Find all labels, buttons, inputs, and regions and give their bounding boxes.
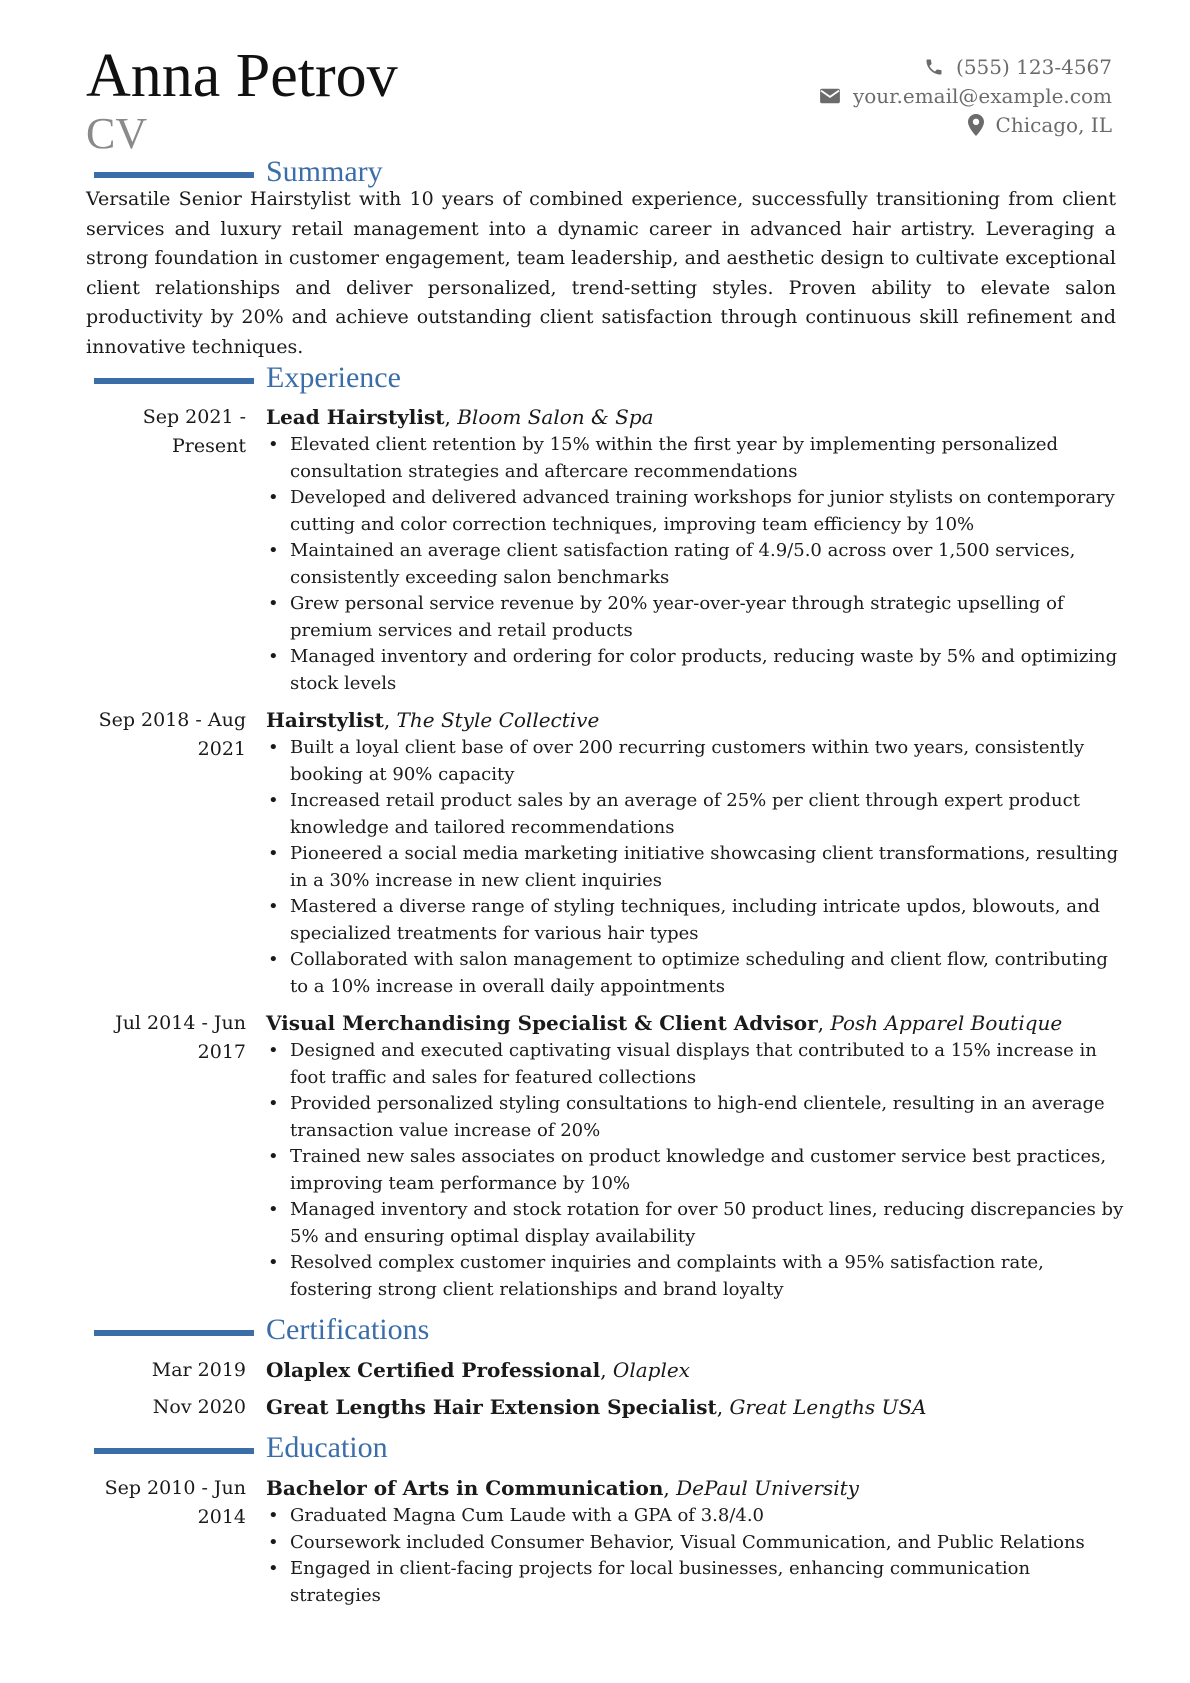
entry-body [266,1009,1126,1303]
entry-body [266,1474,1126,1609]
education-header [94,1428,1134,1468]
job-organization: Posh Apparel Boutique [830,1011,1063,1035]
entry-title: Lead Hairstylist, Bloom Salon & Spa [266,405,654,429]
section-accent-bar [94,1448,254,1454]
contact-info [819,52,1112,139]
entry-bullets [266,1503,1126,1609]
job-organization: Bloom Salon & Spa [457,405,654,429]
entry-date: Sep 2018 - Aug 2021 [98,709,246,760]
bullet-item: • Mastered a diverse range of styling techniques, including intricate updos, blowouts, and specialized treatments for various hair types [266,894,1126,947]
bullet-item: • Elevated client retention by 15% within the first year by implementing personalized consultation strategies and aftercare recommendations [266,432,1126,485]
entry-body [266,706,1126,1000]
contact-location [819,110,1112,139]
section-accent-bar [94,1330,254,1336]
entry-title: Great Lengths Hair Extension Specialist, Great Lengths USA [266,1395,927,1419]
entry-date: Sep 2021 - Present [142,406,246,457]
entry-title: Bachelor of Arts in Communication, DePaul University [266,1476,859,1500]
summary-text: Versatile Senior Hairstylist with 10 years of combined experience, successfully transitioning from client services and luxury retail management into a dynamic career in advanced hair artistry. Leveraging a strong foundation in customer engagement, team leadership, and aesthetic design to cultivate exceptional client relationships and deliver personalized, trend-setting styles. Proven ability to elevate salon productivity by 20% and achieve outstanding client satisfaction through continuous skill refinement and innovative techniques. [86,188,1116,358]
job-role: Hairstylist [266,708,384,732]
section-title-education: Education [266,1431,388,1464]
map-pin-icon [968,114,984,136]
email-address[interactable]: your.email@example.com [852,83,1112,108]
phone-icon [924,57,944,77]
entry-title: Olaplex Certified Professional, Olaplex [266,1358,690,1382]
phone-number[interactable]: (555) 123-4567 [956,54,1112,79]
experience-header [94,358,1134,398]
entry-bullets [266,1038,1126,1303]
bullet-item: • Pioneered a social media marketing initiative showcasing client transformations, resulting in a 30% increase in new client inquiries [266,841,1126,894]
entry-body [266,403,1126,697]
bullet-item: • Increased retail product sales by an average of 25% per client through expert product knowledge and tailored recommendations [266,788,1126,841]
certifications-header [94,1310,1134,1350]
entry-title: Hairstylist, The Style Collective [266,708,600,732]
job-role: Lead Hairstylist [266,405,445,429]
entry-date: Jul 2014 - Jun 2017 [115,1012,246,1063]
section-accent-bar [94,378,254,384]
bullet-item: • Maintained an average client satisfaction rating of 4.9/5.0 across over 1,500 services, consistently exceeding salon benchmarks [266,538,1126,591]
bullet-item: • Managed inventory and stock rotation for over 50 product lines, reducing discrepancies by 5% and ensuring optimal display availability [266,1197,1126,1250]
bullet-item: • Graduated Magna Cum Laude with a GPA of 3.8/4.0 [266,1503,1126,1530]
bullet-item: • Trained new sales associates on product knowledge and customer service best practices, improving team performance by 10% [266,1144,1126,1197]
section-title-certifications: Certifications [266,1313,430,1346]
entry-date: Sep 2010 - Jun 2014 [104,1477,246,1528]
certification-issuer: Olaplex [612,1358,690,1382]
certification-issuer: Great Lengths USA [729,1395,927,1419]
entry-bullets [266,735,1126,1000]
bullet-item: • Resolved complex customer inquiries and complaints with a 95% satisfaction rate, fostering strong client relationships and brand loyalty [266,1250,1126,1303]
entry-bullets [266,432,1126,697]
bullet-item: • Developed and delivered advanced training workshops for junior stylists on contemporary cutting and color correction techniques, improving team efficiency by 10% [266,485,1126,538]
entry-body [266,1356,1126,1385]
contact-email [819,81,1112,110]
document-subtitle: CV [86,109,148,158]
entry-body [266,1393,1126,1422]
bullet-item: • Managed inventory and ordering for color products, reducing waste by 5% and optimizing stock levels [266,644,1126,697]
bullet-item: • Collaborated with salon management to optimize scheduling and client flow, contributing to a 10% increase in overall daily appointments [266,947,1126,1000]
section-title-experience: Experience [266,361,401,394]
contact-phone [819,52,1112,81]
bullet-item: • Coursework included Consumer Behavior, Visual Communication, and Public Relations [266,1530,1126,1557]
bullet-item: • Designed and executed captivating visual displays that contributed to a 15% increase in foot traffic and sales for featured collections [266,1038,1126,1091]
entry-date: Nov 2020 [152,1396,246,1418]
section-title-summary: Summary [266,155,383,188]
bullet-item: • Grew personal service revenue by 20% year-over-year through strategic upselling of premium services and retail products [266,591,1126,644]
certification-name: Olaplex Certified Professional [266,1358,601,1382]
certification-name: Great Lengths Hair Extension Specialist [266,1395,717,1419]
job-role: Visual Merchandising Specialist & Client Advisor [266,1011,818,1035]
bullet-item: • Engaged in client-facing projects for local businesses, enhancing communication strategies [266,1556,1126,1609]
school-name: DePaul University [676,1476,859,1500]
bullet-item: • Built a loyal client base of over 200 recurring customers within two years, consistently booking at 90% capacity [266,735,1126,788]
section-accent-bar [94,172,254,178]
envelope-icon [819,87,841,105]
entry-title: Visual Merchandising Specialist & Client Advisor, Posh Apparel Boutique [266,1011,1063,1035]
bullet-item: • Provided personalized styling consultations to high-end clientele, resulting in an average transaction value increase of 20% [266,1091,1126,1144]
candidate-name: Anna Petrov [86,42,398,110]
location-text: Chicago, IL [995,112,1112,137]
entry-date: Mar 2019 [151,1359,246,1381]
job-organization: The Style Collective [396,708,600,732]
degree-name: Bachelor of Arts in Communication [266,1476,664,1500]
